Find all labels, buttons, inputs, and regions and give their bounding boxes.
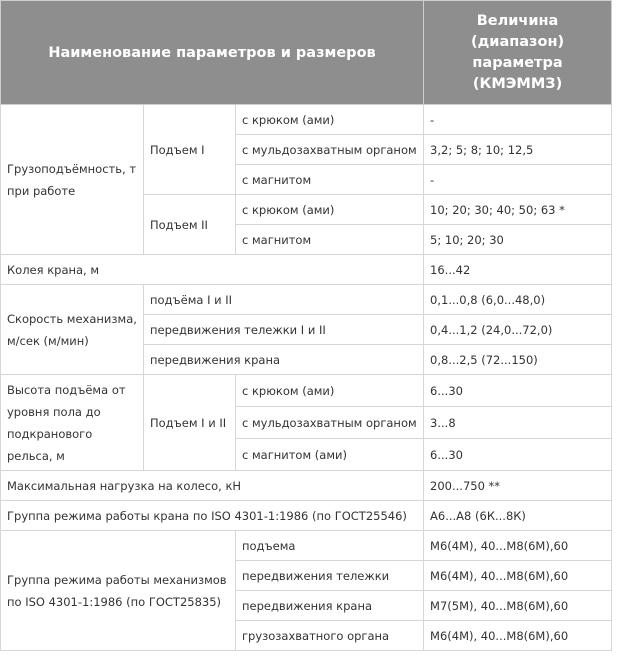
height-hook-value: 6...30 [424, 375, 612, 407]
mech-grab-value: M6(4M), 40...M8(6M),60 [424, 621, 612, 651]
table-row [1, 471, 612, 501]
gauge-value: 16...42 [424, 255, 612, 285]
header-parameter-name: Наименование параметров и размеров [1, 1, 424, 105]
with-hook-label: с крюком (ами) [236, 195, 424, 225]
with-hook-label: с крюком (ами) [236, 105, 424, 135]
speed-crane-label: передвижения крана [144, 345, 424, 375]
crane-group-value: А6...А8 (6К...8К) [424, 501, 612, 531]
with-magnet-label: с магнитом [236, 225, 424, 255]
header-value-line: (диапазон) [470, 33, 565, 50]
speed-lift-value: 0,1...0,8 (6,0...48,0) [424, 285, 612, 315]
mech-grab-label: грузозахватного органа [236, 621, 424, 651]
header-value-line: (КМЭММЗ) [472, 75, 563, 92]
speed-lift-label: подъёма I и II [144, 285, 424, 315]
crane-group-label: Группа режима работы крана по ISO 4301-1:1986 (по ГОСТ25546) [1, 501, 424, 531]
table-row [1, 285, 612, 315]
table-row [1, 375, 612, 407]
wheel-load-label: Максимальная нагрузка на колесо, кН [1, 471, 424, 501]
capacity-lift1-hook-value: - [424, 105, 612, 135]
table-header-row [1, 1, 612, 105]
table-row [1, 105, 612, 135]
mech-trolley-value: M6(4M), 40...M8(6M),60 [424, 561, 612, 591]
height-mulda-value: 3...8 [424, 407, 612, 439]
lift-1-2-label: Подъем I и II [144, 375, 236, 471]
gauge-label: Колея крана, м [1, 255, 424, 285]
table-row [1, 501, 612, 531]
wheel-load-value: 200...750 ** [424, 471, 612, 501]
with-hook-label: с крюком (ами) [236, 375, 424, 407]
header-parameter-value [424, 1, 612, 105]
speed-label: Скорость механизма, м/сек (м/мин) [1, 285, 144, 375]
capacity-lift2-magnet-value: 5; 10; 20; 30 [424, 225, 612, 255]
speed-trolley-value: 0,4...1,2 (24,0...72,0) [424, 315, 612, 345]
header-value-line: параметра [472, 54, 563, 71]
mech-crane-label: передвижения крана [236, 591, 424, 621]
lift-2-label: Подъем II [144, 195, 236, 255]
mech-lift-label: подъема [236, 531, 424, 561]
height-magnet-value: 6...30 [424, 439, 612, 471]
capacity-lift2-hook-value: 10; 20; 30; 40; 50; 63 * [424, 195, 612, 225]
with-mulda-label: с мульдозахватным органом [236, 135, 424, 165]
height-label: Высота подъёма от уровня пола до подкранового рельса, м [1, 375, 144, 471]
speed-crane-value: 0,8...2,5 (72...150) [424, 345, 612, 375]
table-row [1, 531, 612, 561]
with-mulda-label: с мульдозахватным органом [236, 407, 424, 439]
capacity-label: Грузоподъёмность, т при работе [1, 105, 144, 255]
header-value-line: Величина [476, 12, 559, 29]
capacity-lift1-magnet-value: - [424, 165, 612, 195]
capacity-lift1-mulda-value: 3,2; 5; 8; 10; 12,5 [424, 135, 612, 165]
table-row [1, 255, 612, 285]
mech-lift-value: M6(4M), 40...M8(6M),60 [424, 531, 612, 561]
with-magnet-ami-label: с магнитом (ами) [236, 439, 424, 471]
speed-trolley-label: передвижения тележки I и II [144, 315, 424, 345]
mech-trolley-label: передвижения тележки [236, 561, 424, 591]
lift-1-label: Подъем I [144, 105, 236, 195]
mech-crane-value: M7(5M), 40...M8(6M),60 [424, 591, 612, 621]
mechanism-group-label: Группа режима работы механизмов по ISO 4301-1:1986 (по ГОСТ25835) [1, 531, 236, 651]
with-magnet-label: с магнитом [236, 165, 424, 195]
